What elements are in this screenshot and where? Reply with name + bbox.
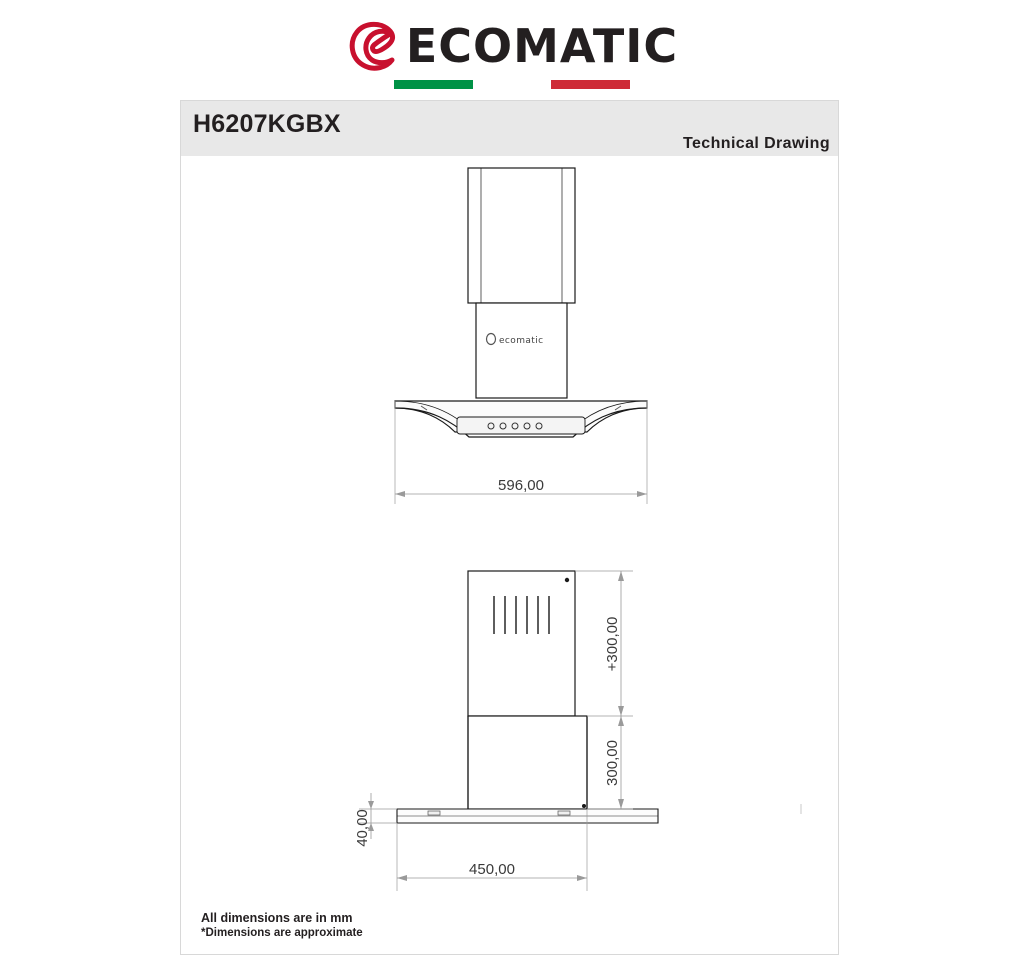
sheet-header [181, 101, 838, 156]
brand-lockup [346, 18, 678, 89]
lower-chimney-value: 300,00 [604, 740, 621, 786]
front-view-group [395, 168, 647, 504]
brand-header [0, 18, 1024, 94]
brand-row [346, 18, 678, 74]
ecomatic-e-icon [346, 18, 402, 74]
lower-chimney-dimension [587, 716, 633, 809]
notes-line-1: All dimensions are in mm [201, 910, 353, 925]
drawing-notes [201, 910, 363, 942]
page-title: H6207KGBX [193, 110, 341, 138]
upper-chimney-dimension [575, 571, 633, 716]
drawing-title: Technical Drawing [683, 135, 830, 152]
technical-drawing-sheet [180, 100, 839, 955]
front-width-value: 596,00 [498, 477, 544, 494]
base-height-dimension [354, 793, 397, 847]
upper-chimney-value: +300,00 [604, 616, 621, 672]
svg-text:ecomatic: ecomatic [499, 336, 544, 346]
italian-flag-icon [394, 80, 630, 89]
brand-name: ECOMATIC [405, 19, 679, 73]
depth-value: 450,00 [469, 861, 515, 878]
side-view-group [354, 571, 658, 891]
notes-line-2: *Dimensions are approximate [201, 927, 363, 940]
drawing-canvas [181, 156, 838, 954]
base-height-value: 40,00 [354, 809, 371, 847]
